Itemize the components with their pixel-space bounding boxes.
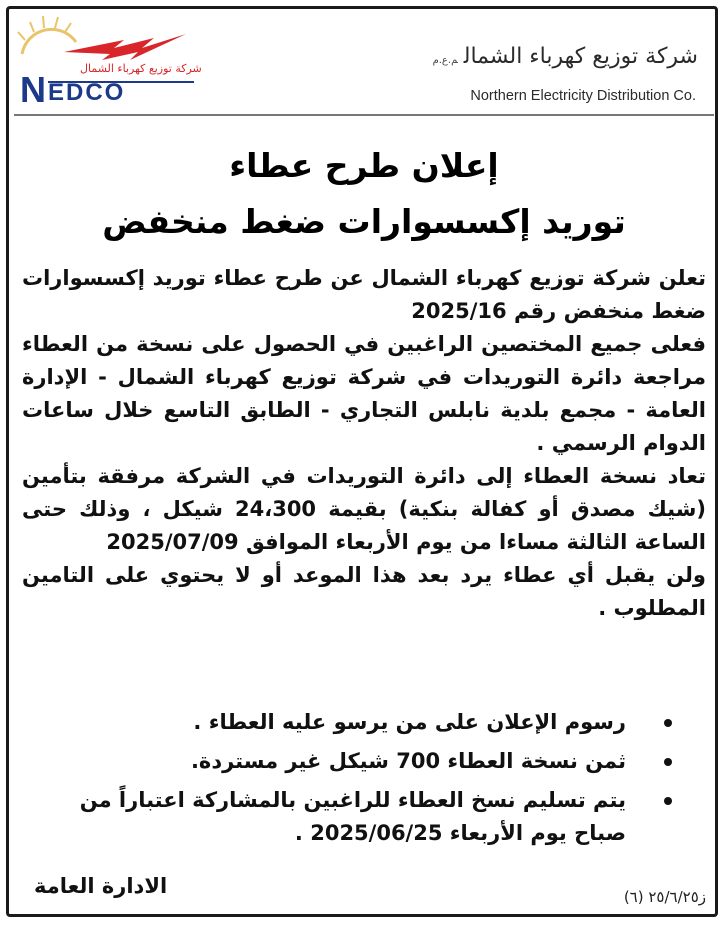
svg-text:شركة توزيع كهرباء الشمال: شركة توزيع كهرباء الشمال <box>80 62 202 75</box>
paragraph-obtain: فعلى جميع المختصين الراغبين في الحصول على نسخة من العطاء مراجعة دائرة التوريدات في شركة توزيع كهرباء الشمال - الإدارة العامة - مجمع بلدية نابلس التجاري - الطابق التاسع خلال ساعات الدوام الرسمي . <box>22 332 706 455</box>
svg-text:EDCO: EDCO <box>48 79 126 106</box>
paragraph-intro: تعلن شركة توزيع كهرباء الشمال عن طرح عطاء توريد إكسسوارات ضغط منخفض رقم 2025/16 <box>22 266 706 323</box>
list-item: ثمن نسخة العطاء 700 شيكل غير مستردة. <box>30 745 698 778</box>
company-name-english: Northern Electricity Distribution Co. <box>470 88 696 104</box>
sun-icon <box>18 16 76 54</box>
lightning-icon <box>64 34 186 60</box>
bullet-icon <box>664 719 672 727</box>
announcement-subtitle: توريد إكسسوارات ضغط منخفض <box>102 202 626 241</box>
paragraph-rejection: ولن يقبل أي عطاء يرد بعد هذا الموعد أو لا يحتوي على التامين المطلوب . <box>22 563 706 620</box>
terms-list <box>30 706 698 850</box>
reference-code: ز٢٥/٦/٢٥ (٦) <box>623 888 706 906</box>
nedco-logo <box>14 10 210 106</box>
announcement-body <box>22 262 706 625</box>
signature: الادارة العامة <box>34 874 168 898</box>
bullet-icon <box>664 797 672 805</box>
svg-text:N: N <box>20 69 46 106</box>
announcement-title: إعلان طرح عطاء <box>229 146 499 185</box>
header-divider <box>14 114 714 116</box>
paragraph-return: تعاد نسخة العطاء إلى دائرة التوريدات في الشركة مرفقة بتأمين (شيك مصدق أو كفالة بنكية) بقيمة 24،300 شيكل ، وذلك حتى الساعة الثالثة مساءا من يوم الأربعاء الموافق 2025/07/09 <box>22 464 706 554</box>
bullet-icon <box>664 758 672 766</box>
list-item: يتم تسليم نسخ العطاء للراغبين بالمشاركة اعتباراً من صباح يوم الأربعاء 2025/06/25 . <box>30 784 698 850</box>
company-name-arabic: شركة توزيع كهرباء الشمالم.ع.م <box>432 44 698 69</box>
list-item: رسوم الإعلان على من يرسو عليه العطاء . <box>30 706 698 739</box>
